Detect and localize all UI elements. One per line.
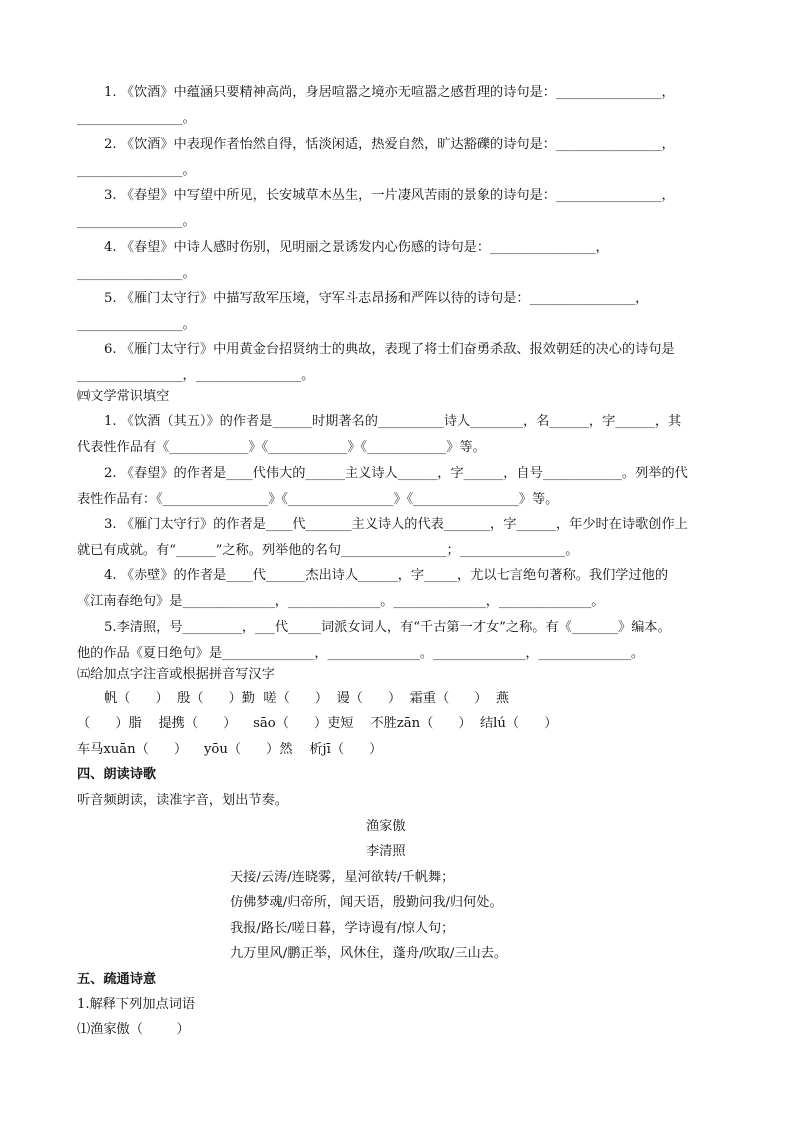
text-line: 五、疏通诗意 — [77, 972, 157, 987]
text-line: ________________。 — [77, 266, 196, 281]
text-line: ________________。 — [77, 317, 196, 332]
text-line: 《江南春绝句》是______________，______________。______________，______________。 — [77, 594, 605, 609]
text-line: ㈣文学常识填空 — [77, 389, 170, 404]
text-line: 就已有成就。有“______”之称。列举他的名句________________；________________。 — [77, 543, 579, 558]
text-line: 3. 《春望》中写望中所见，长安城草木丛生，一片凄风苦雨的景象的诗句是：________________， — [104, 188, 675, 203]
text-line: ㈤给加点字注音或根据拼音写汉字 — [77, 667, 275, 682]
text-line: ________________。 — [77, 214, 196, 229]
text-line: 4. 《赤壁》的作者是____代______杰出诗人______，字_____，尤以七言绝句著称。我们学过他的 — [104, 568, 669, 583]
text-line: 他的作品《夏日绝句》是______________，______________。______________，______________。 — [77, 646, 645, 661]
text-line: （ ）脂 提携（ ） sāo（ ）吏短 不胜zān（ ） 结lú（ ） — [77, 716, 558, 731]
text-line: ________________，________________。 — [77, 368, 315, 383]
text-line: ⑴渔家傲（ ） — [77, 1022, 190, 1037]
text-line: 5. 《雁门太守行》中描写敌军压境，守军斗志昂扬和严阵以待的诗句是：________________， — [104, 291, 649, 306]
text-line: 天接/云涛/连晓雾，星河欲转/千帆舞； — [230, 870, 455, 885]
text-line: 四、朗读诗歌 — [77, 767, 157, 782]
text-line: 渔家傲 — [366, 819, 406, 834]
text-line: 表性作品有：《________________》《________________》《________________》等。 — [77, 492, 559, 507]
text-line: 6. 《雁门太守行》中用黄金台招贤纳士的典故，表现了将士们奋勇杀敌、报效朝廷的决心的诗句是 — [104, 342, 675, 357]
text-line: ________________。 — [77, 163, 196, 178]
text-line: 帆（ ） 殷（ ）勤 嗟（ ） 谩（ ） 霜重（ ） 燕 — [104, 691, 510, 706]
text-line: 1. 《饮酒（其五）》的作者是______时期著名的__________诗人________，名______，字______，其 — [104, 414, 682, 429]
text-line: 4. 《春望》中诗人感时伤别，见明丽之景诱发内心伤感的诗句是：________________， — [104, 240, 609, 255]
text-line: 1. 《饮酒》中蕴涵只要精神高尚，身居喧嚣之境亦无喧嚣之感哲理的诗句是：________________， — [104, 85, 675, 100]
text-line: 听音频朗读，读准字音，划出节奏。 — [77, 793, 288, 808]
text-line: 仿佛梦魂/归帝所，闻天语，殷勤问我/归何处。 — [230, 895, 503, 910]
text-line: 1.解释下列加点词语 — [77, 997, 196, 1012]
text-line: 我报/路长/嗟日暮，学诗谩有/惊人句； — [230, 921, 455, 936]
text-line: ________________。 — [77, 111, 196, 126]
text-line: 李清照 — [366, 844, 406, 859]
text-line: 3. 《雁门太守行》的作者是____代_______主义诗人的代表_______，字______，年少时在诗歌创作上 — [104, 517, 688, 532]
text-line: 2. 《饮酒》中表现作者怡然自得，恬淡闲适，热爱自然，旷达豁礫的诗句是：________________， — [104, 137, 675, 152]
text-line: 车马xuān（ ） yōu（ ）然 析jī（ ） — [77, 742, 383, 757]
text-line: 2. 《春望》的作者是____代伟大的______主义诗人______，字______，自号____________。列举的代 — [104, 466, 688, 481]
text-line: 代表性作品有《____________》《____________》《____________》等。 — [77, 440, 486, 455]
text-line: 5.李清照，号_________，___代_____词派女词人，有“千古第一才女”之称。有《_______》编本。 — [104, 620, 671, 635]
text-line: 九万里风/鹏正举，风休住，蓬舟/吹取/三山去。 — [230, 946, 508, 961]
